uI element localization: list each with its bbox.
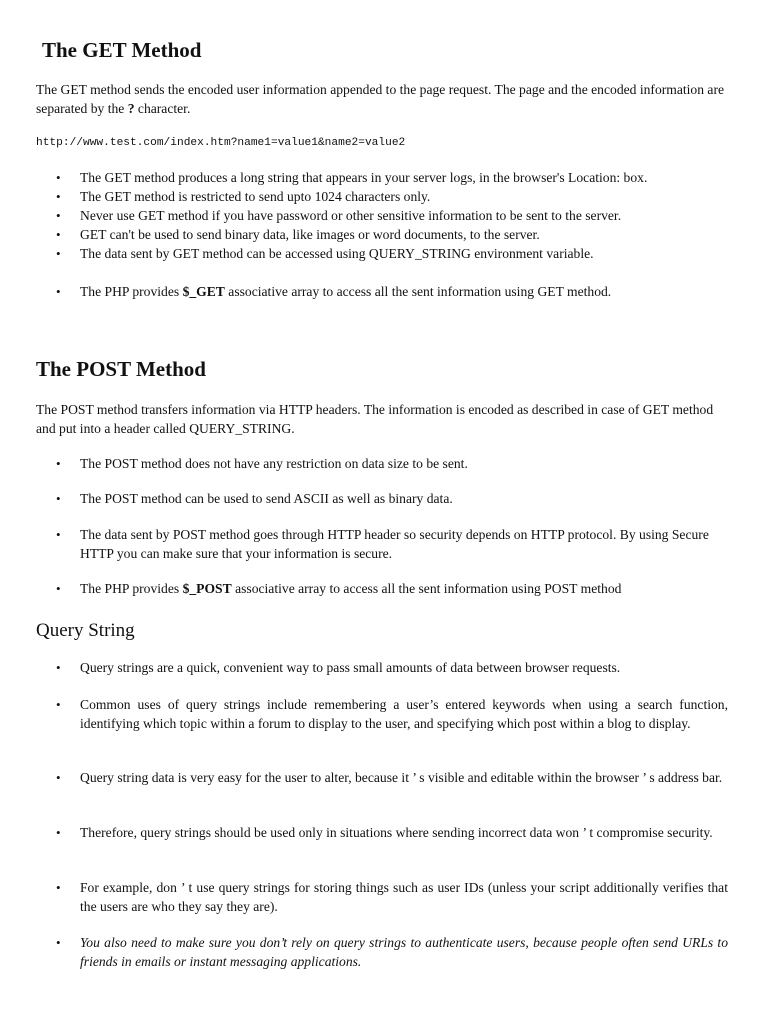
bullet-dot: •: [56, 227, 61, 242]
get-method-heading: The GET Method: [42, 38, 202, 62]
list-item-text: Query string data is very easy for the user to alter, because it ’ s visible and editable within the browser ’ s address bar.: [80, 770, 723, 785]
php-post-prefix: The PHP provides: [80, 581, 183, 596]
post-method-heading: The POST Method: [36, 357, 206, 381]
list-item: [56, 490, 728, 509]
get-method-intro: [36, 81, 736, 118]
list-item: [56, 283, 728, 302]
bullet-dot: •: [56, 660, 61, 675]
bullet-dot: •: [56, 935, 61, 950]
bullet-dot: •: [56, 208, 61, 223]
bullet-dot: •: [56, 581, 61, 596]
list-item-text: [80, 580, 728, 599]
list-item: [56, 188, 728, 207]
list-item-text: For example, don ’ t use query strings for storing things such as user IDs (unless your script additionally verifies that the users are who they say they are).: [80, 880, 728, 914]
list-item-text: You also need to make sure you don’t rely on query strings to authenticate users, because people often send URLs to friends in emails or instant messaging applications.: [80, 935, 728, 969]
list-item-text: The GET method produces a long string that appears in your server logs, in the browser's Location: box.: [80, 170, 648, 185]
list-item: [56, 580, 728, 599]
list-item-text: Query strings are a quick, convenient way to pass small amounts of data between browser requests.: [80, 660, 621, 675]
bullet-dot: •: [56, 189, 61, 204]
bullet-dot: •: [56, 697, 61, 712]
bullet-dot: •: [56, 770, 61, 785]
php-get-variable: $_GET: [182, 284, 225, 299]
list-item-text: The POST method does not have any restriction on data size to be sent.: [80, 456, 468, 471]
list-item-text: GET can't be used to send binary data, like images or word documents, to the server.: [80, 227, 540, 242]
list-item: [56, 207, 728, 226]
bullet-dot: •: [56, 491, 61, 506]
php-post-variable: $_POST: [182, 581, 232, 596]
post-method-intro: The POST method transfers information via HTTP headers. The information is encoded as described in case of GET method and put into a header called QUERY_STRING.: [36, 402, 714, 436]
get-intro-text-end: character.: [134, 100, 191, 116]
php-post-suffix: associative array to access all the sent information using POST method: [231, 581, 622, 596]
bullet-dot: •: [56, 246, 61, 261]
list-item-text: The data sent by POST method goes through HTTP header so security depends on HTTP protocol. By using Secure HTTP you can make sure that your information is secure.: [80, 527, 709, 561]
list-item-text: Therefore, query strings should be used only in situations where sending incorrect data won ’ t compromise security.: [80, 825, 713, 840]
list-item-text: The POST method can be used to send ASCII as well as binary data.: [80, 491, 453, 506]
list-item: [56, 245, 728, 264]
get-intro-question-char: ?: [127, 100, 135, 116]
list-item: [56, 659, 728, 678]
bullet-dot: •: [56, 825, 61, 840]
list-item: [56, 824, 728, 843]
list-item: [56, 455, 728, 474]
bullet-dot: •: [56, 170, 61, 185]
query-string-heading: Query String: [36, 620, 135, 641]
list-item: [56, 696, 728, 733]
list-item-text: The GET method is restricted to send upto 1024 characters only.: [80, 189, 431, 204]
bullet-dot: •: [56, 527, 61, 542]
list-item: [56, 769, 728, 788]
list-item-text: Never use GET method if you have password or other sensitive information to be sent to the server.: [80, 208, 622, 223]
list-item: [56, 879, 728, 916]
get-example-url: http://www.test.com/index.htm?name1=value1&name2=value2: [36, 137, 406, 149]
list-item-text: The data sent by GET method can be accessed using QUERY_STRING environment variable.: [80, 246, 594, 261]
list-item: [56, 169, 728, 188]
bullet-dot: •: [56, 880, 61, 895]
list-item-text: [80, 283, 728, 302]
php-get-suffix: associative array to access all the sent information using GET method.: [224, 284, 612, 299]
list-item: [56, 226, 728, 245]
php-get-prefix: The PHP provides: [80, 284, 183, 299]
list-item-text: Common uses of query strings include remembering a user’s entered keywords when using a search function, identifying which topic within a forum to display to the user, and specifying which post within a blog to display.: [80, 697, 728, 731]
list-item: [56, 934, 728, 971]
list-item: [56, 526, 728, 563]
get-intro-text: The GET method sends the encoded user information appended to the page request. The page and the encoded information are separated by the: [36, 82, 725, 116]
bullet-dot: •: [56, 284, 61, 299]
bullet-dot: •: [56, 456, 61, 471]
